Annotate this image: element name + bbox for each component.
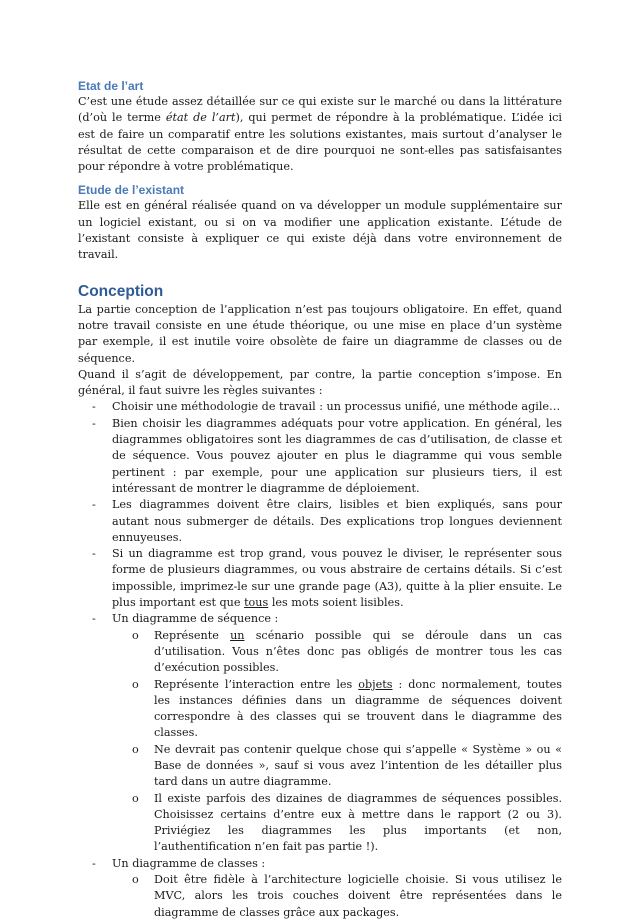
etat-paragraph: C’est une étude assez détaillée sur ce qui existe sur le marché ou dans la littérature (d’où le terme état de l’art), qui permet de répondre à la problématique. L’idée ici est de faire un comparatif entre les solutions existantes, mais surtout d’analyser le résultat de cette comparaison et de dire pourquoi ne sont-elles pas satisfaisantes pour répondre à votre problématique. bbox=[78, 95, 563, 174]
sub-list-item: o Il existe parfois des dizaines de diagrammes de séquences possibles. Choisissez certains d’entre eux à mettre dans le rapport (2 ou 3). Priviégiez les diagrammes les plus importants (et non, l’authentification n’en fait pas partie !). bbox=[78, 791, 562, 856]
bullet-circle: o bbox=[132, 742, 139, 756]
list-item: - Si un diagramme est trop grand, vous pouvez le diviser, le représenter sous forme de plusieurs diagrammes, ou vous abstraire de certains détails. Si c’est impossible, imprimez-le sur une grande page (A3), quitte à la plier ensuite. Le plus important est que tous les mots soient lisibles. bbox=[78, 546, 562, 611]
bullet-dash: - bbox=[92, 856, 96, 870]
list-item: - Un diagramme de séquence : bbox=[78, 611, 562, 627]
sub-list-item: o Représente un scénario possible qui se déroule dans un cas d’utilisation. Vous n’êtes donc pas obligés de montrer tous les cas d’exécution possibles. bbox=[78, 628, 562, 677]
existant-paragraph: Elle est en général réalisée quand on va développer un module supplémentaire sur un logiciel existant, ou si on va modifier une application existante. L’étude de l’existant consiste à expliquer ce qui existe déjà dans votre environnement de travail. bbox=[78, 199, 562, 262]
conception-title: Conception bbox=[78, 282, 164, 300]
bullet-dash: - bbox=[92, 416, 96, 430]
bullet-dash: - bbox=[92, 612, 96, 626]
etat-title: Etat de l’art bbox=[78, 79, 144, 93]
sub-list-item: o Ne devrait pas contenir quelque chose qui s’appelle « Système » ou « Base de données », sauf si vous avez l’intention de les détailler plus tard dans un autre diagramme. bbox=[78, 742, 562, 791]
list-item: - Les diagrammes doivent être clairs, lisibles et bien expliqués, sans pour autant nous submerger de détails. Des explications trop longues deviennent ennuyeuses. bbox=[78, 497, 562, 546]
bullet-circle: o bbox=[132, 628, 139, 642]
conception-paragraph-1: La partie conception de l’application n’est pas toujours obligatoire. En effet, quand notre travail consiste en une étude théorique, ou une mise en place d’un système par exemple, il est inutile voire obsolète de faire un diagramme de classes ou de séquence. bbox=[78, 302, 562, 365]
existant-title: Etude de l’existant bbox=[78, 183, 185, 198]
sub-list-item: o Représente l’interaction entre les objets : donc normalement, toutes les instances définies dans un diagramme de séquences doivent correspondre à des classes qui se trouvent dans le diagramme des classes. bbox=[78, 677, 562, 742]
bullet-circle: o bbox=[132, 873, 139, 887]
sub-list-item: o Doit être fidèle à l’architecture logicielle choisie. Si vous utilisez le MVC, alors les trois couches doivent être représentées dans le diagramme de classes grâce aux packages. bbox=[78, 872, 562, 921]
bullet-dash: - bbox=[92, 498, 96, 512]
document-page bbox=[78, 78, 562, 921]
list-item: - Bien choisir les diagrammes adéquats pour votre application. En général, les diagrammes obligatoires sont les diagrammes de cas d’utilisation, de classe et de séquence. Vous pouvez ajouter en plus le diagramme qui vous semble pertinent : par exemple, pour une application sur plusieurs tiers, il est intéressant de montrer le diagramme de déploiement. bbox=[78, 416, 562, 497]
list-item: - Un diagramme de classes : bbox=[78, 856, 562, 872]
bullet-circle: o bbox=[132, 677, 139, 691]
conception-paragraph-2: Quand il s’agit de développement, par contre, la partie conception s’impose. En général, il faut suivre les règles suivantes : bbox=[78, 367, 562, 398]
list-item: - Choisir une méthodologie de travail : un processus unifié, une méthode agile… bbox=[78, 399, 562, 415]
bullet-dash: - bbox=[92, 547, 96, 561]
bullet-circle: o bbox=[132, 791, 139, 805]
bullet-dash: - bbox=[92, 400, 96, 414]
